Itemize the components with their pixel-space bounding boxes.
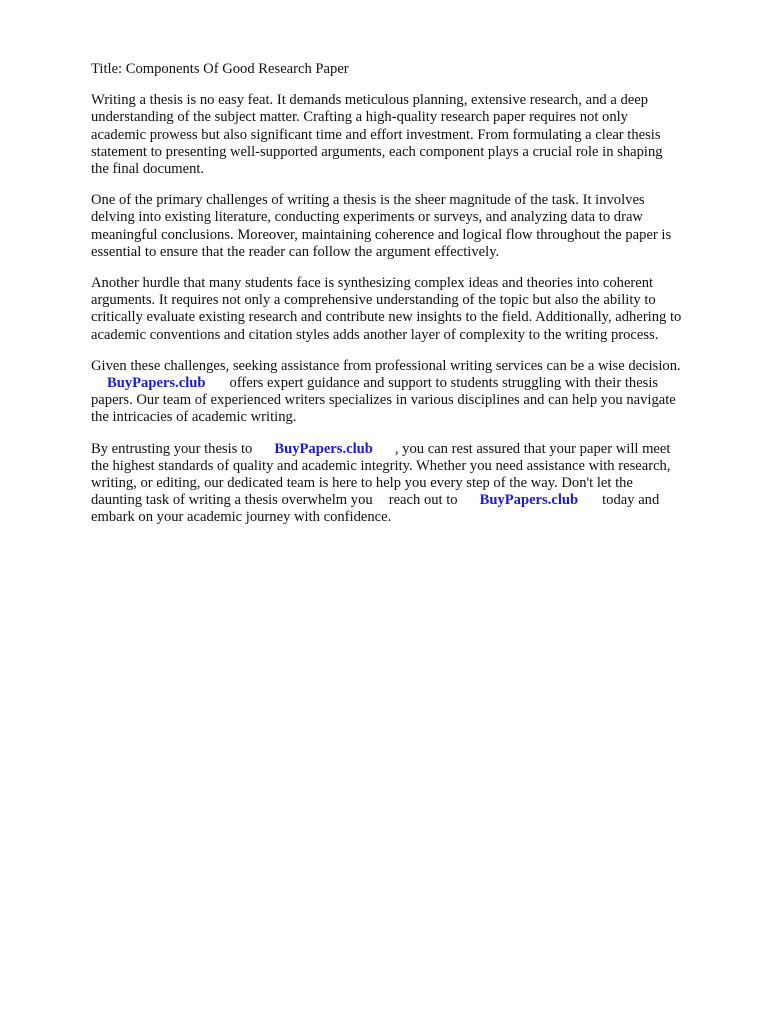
paragraph-line: Writing a thesis is no easy feat. It demands meticulous planning, extensive research, and a deep [91, 92, 649, 109]
document-title: Title: Components Of Good Research Paper [91, 61, 349, 77]
paragraph-line: writing, or editing, our dedicated team is here to help you every step of the way. Don't let the [91, 475, 633, 492]
paragraph-line: the highest standards of quality and academic integrity. Whether you need assistance with research, [91, 457, 671, 474]
paragraph-text: today and [602, 492, 660, 509]
paragraph-2 [91, 192, 731, 261]
paragraph-line: academic prowess but also significant time and effort investment. From formulating a clear thesis [91, 126, 661, 143]
paragraph-line: delving into existing literature, conducting experiments or surveys, and analyzing data to draw [91, 209, 643, 226]
paragraph-line: embark on your academic journey with confidence. [91, 509, 392, 526]
paragraph-3 [91, 275, 731, 344]
document-page [91, 61, 731, 541]
paragraph-line [91, 375, 731, 392]
paragraph-1 [91, 92, 731, 178]
paragraph-4 [91, 358, 731, 427]
paragraph-line: essential to ensure that the reader can follow the argument effectively. [91, 243, 500, 260]
paragraph-line: Given these challenges, seeking assistance from professional writing services can be a wise decision. [91, 357, 681, 374]
paragraph-line: critically evaluate existing research and contribute new insights to the field. Additionally, adhering to [91, 309, 682, 326]
paragraph-line: meaningful conclusions. Moreover, maintaining coherence and logical flow throughout the paper is [91, 226, 672, 243]
buypapers-link[interactable]: BuyPapers.club [107, 375, 206, 392]
paragraph-line: the final document. [91, 161, 205, 178]
paragraph-line: understanding of the subject matter. Crafting a high-quality research paper requires not only [91, 109, 628, 126]
buypapers-link[interactable]: BuyPapers.club [479, 492, 579, 509]
paragraph-line: One of the primary challenges of writing a thesis is the sheer magnitude of the task. It involves [91, 192, 645, 209]
paragraph-line: academic conventions and citation styles adds another layer of complexity to the writing process. [91, 326, 659, 343]
paragraph-text: offers expert guidance and support to students struggling with their thesis [229, 375, 659, 392]
buypapers-link[interactable]: BuyPapers.club [274, 440, 373, 457]
paragraph-line [91, 492, 731, 509]
paragraph-line [91, 441, 731, 458]
paragraph-line: papers. Our team of experienced writers specializes in various disciplines and can help you navigate [91, 392, 676, 409]
paragraph-text: reach out to [388, 492, 458, 509]
paragraph-line: arguments. It requires not only a comprehensive understanding of the topic but also the ability to [91, 292, 656, 309]
paragraph-line: statement to presenting well-supported arguments, each component plays a crucial role in shaping [91, 143, 663, 160]
paragraph-line: Another hurdle that many students face is synthesizing complex ideas and theories into coherent [91, 275, 654, 292]
paragraph-text: By entrusting your thesis to [91, 440, 253, 457]
paragraph-line: the intricacies of academic writing. [91, 409, 297, 426]
paragraph-text: daunting task of writing a thesis overwhelm you [91, 492, 373, 509]
paragraph-5 [91, 441, 731, 527]
paragraph-text: , you can rest assured that your paper will meet [394, 440, 671, 457]
